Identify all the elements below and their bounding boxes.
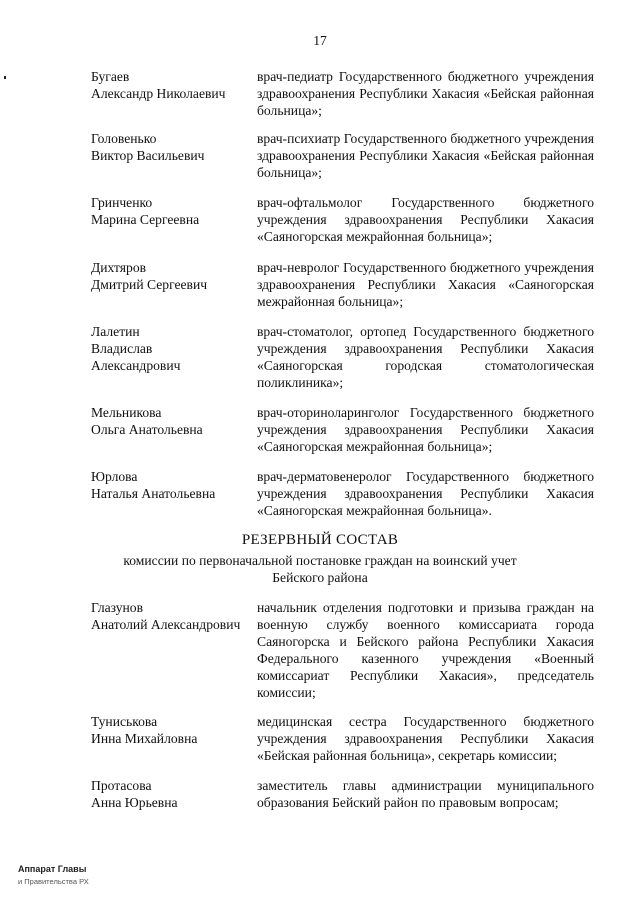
member-surname: Гринченко — [91, 195, 153, 210]
member-given-names: Ольга Анатольевна — [91, 422, 203, 437]
footer-stamp-line1: Аппарат Главы — [18, 864, 87, 874]
member-given-names: Дмитрий Сергеевич — [91, 277, 208, 292]
member-position: врач-дерматовенеролог Государственного бюджетного учреждения здравоохранения Республики Хакасия «Саяногорская межрайонная больница». — [257, 469, 594, 518]
member-position: врач-невролог Государственного бюджетного учреждения здравоохранения Республики Хакасия «Саяногорская межрайонная больница»; — [257, 260, 594, 309]
member-name — [91, 713, 256, 747]
member-name — [91, 68, 256, 102]
member-position: врач-стоматолог, ортопед Государственного бюджетного учреждения здравоохранения Республики Хакасия «Саяногорская городская стоматологическая поликлиника»; — [257, 324, 594, 390]
member-surname: Головенько — [91, 131, 157, 146]
reserve-subtitle-line1: комиссии по первоначальной постановке граждан на воинский учет — [123, 553, 517, 568]
member-position: врач-оториноларинголог Государственного бюджетного учреждения здравоохранения Республики Хакасия «Саяногорская межрайонная больница»; — [257, 405, 594, 454]
scan-artifact — [4, 76, 6, 79]
member-patronymic: Александрович — [91, 358, 181, 373]
member-given-names: Анатолий Александрович — [91, 617, 241, 632]
page-number: 17 — [313, 33, 327, 48]
member-surname: Бугаев — [91, 69, 130, 84]
member-surname: Мельникова — [91, 405, 162, 420]
member-given-names: Виктор Васильевич — [91, 148, 205, 163]
member-given-names: Инна Михайловна — [91, 731, 198, 746]
member-name — [91, 468, 256, 502]
member-surname: Дихтяров — [91, 260, 147, 275]
footer-stamp-line2: и Правительства РХ — [18, 877, 89, 886]
member-position: врач-педиатр Государственного бюджетного учреждения здравоохранения Республики Хакасия «Бейская районная больница»; — [257, 69, 594, 118]
member-position: начальник отделения подготовки и призыва граждан на военную службу военного комиссариата города Саяногорска и Бейского района Республики Хакасия Федерального казенного учреждения «Военный комиссариат Республики Хакасия», председатель комиссии; — [257, 600, 594, 700]
member-name — [91, 194, 256, 228]
member-given-names: Александр Николаевич — [91, 86, 226, 101]
member-position: медицинская сестра Государственного бюджетного учреждения здравоохранения Республики Хакасия «Бейская районная больница», секретарь комиссии; — [257, 714, 594, 763]
member-position: врач-психиатр Государственного бюджетного учреждения здравоохранения Республики Хакасия «Бейская районная больница»; — [257, 131, 594, 180]
member-name — [91, 130, 256, 164]
member-name — [91, 777, 256, 811]
member-position: врач-офтальмолог Государственного бюджетного учреждения здравоохранения Республики Хакасия «Саяногорская межрайонная больница»; — [257, 195, 594, 244]
member-surname: Юрлова — [91, 469, 138, 484]
member-name — [91, 259, 256, 293]
member-name — [91, 599, 256, 633]
member-name — [91, 323, 256, 374]
member-surname: Глазунов — [91, 600, 144, 615]
member-given-names: Наталья Анатольевна — [91, 486, 216, 501]
member-position: заместитель главы администрации муниципального образования Бейский район по правовым вопросам; — [257, 778, 594, 810]
member-given-name: Владислав — [91, 341, 153, 356]
member-name — [91, 404, 256, 438]
reserve-subtitle-line2: Бейского района — [272, 570, 368, 585]
reserve-title: РЕЗЕРВНЫЙ СОСТАВ — [241, 532, 399, 548]
member-surname: Туниськова — [91, 714, 158, 729]
member-given-names: Анна Юрьевна — [91, 795, 178, 810]
member-given-names: Марина Сергеевна — [91, 212, 200, 227]
member-surname: Лалетин — [91, 324, 140, 339]
member-surname: Протасова — [91, 778, 152, 793]
